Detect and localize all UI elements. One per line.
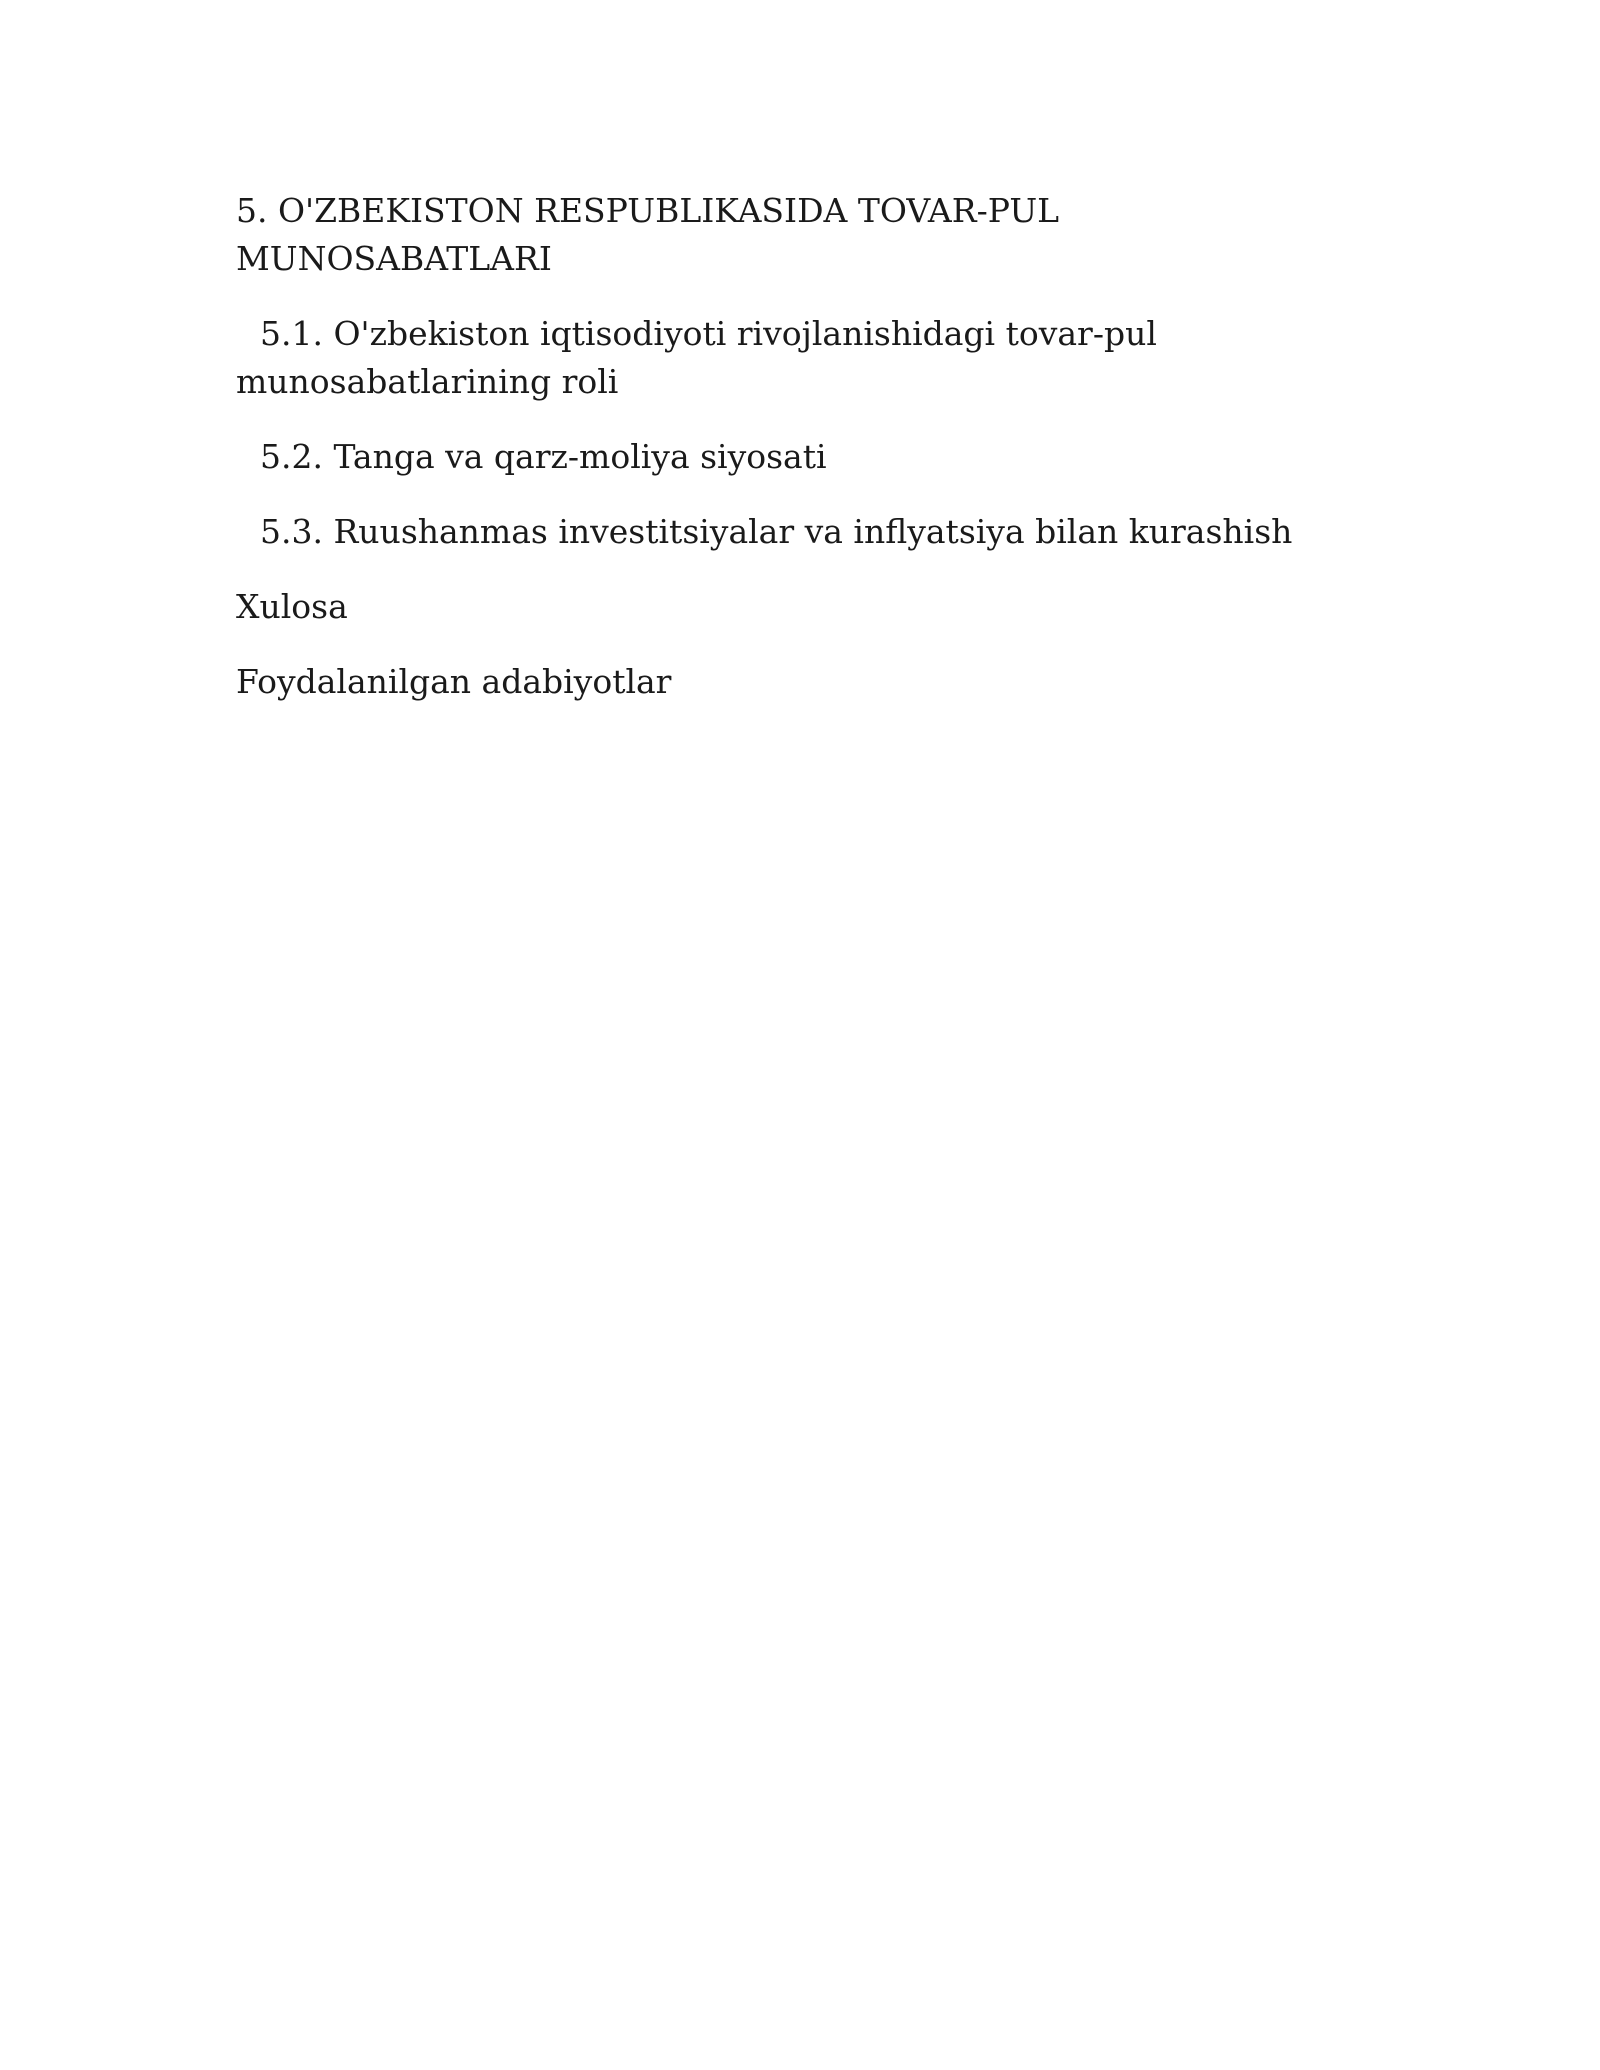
toc-item-5-1: 5.1. O'zbekiston iqtisodiyoti rivojlanishidagi tovar-pul munosabatlarining roli	[236, 314, 1157, 401]
toc-item-5-2: 5.2. Tanga va qarz-moliya siyosati	[260, 437, 827, 476]
table-of-contents	[236, 187, 1366, 733]
toc-item-references: Foydalanilgan adabiyotlar	[236, 662, 672, 701]
toc-item-conclusion: Xulosa	[236, 587, 348, 626]
toc-item-5-3: 5.3. Ruushanmas investitsiyalar va inflyatsiya bilan kurashish	[260, 512, 1293, 551]
section-heading: 5. O'ZBEKISTON RESPUBLIKASIDA TOVAR-PUL MUNOSABATLARI	[236, 191, 1060, 278]
